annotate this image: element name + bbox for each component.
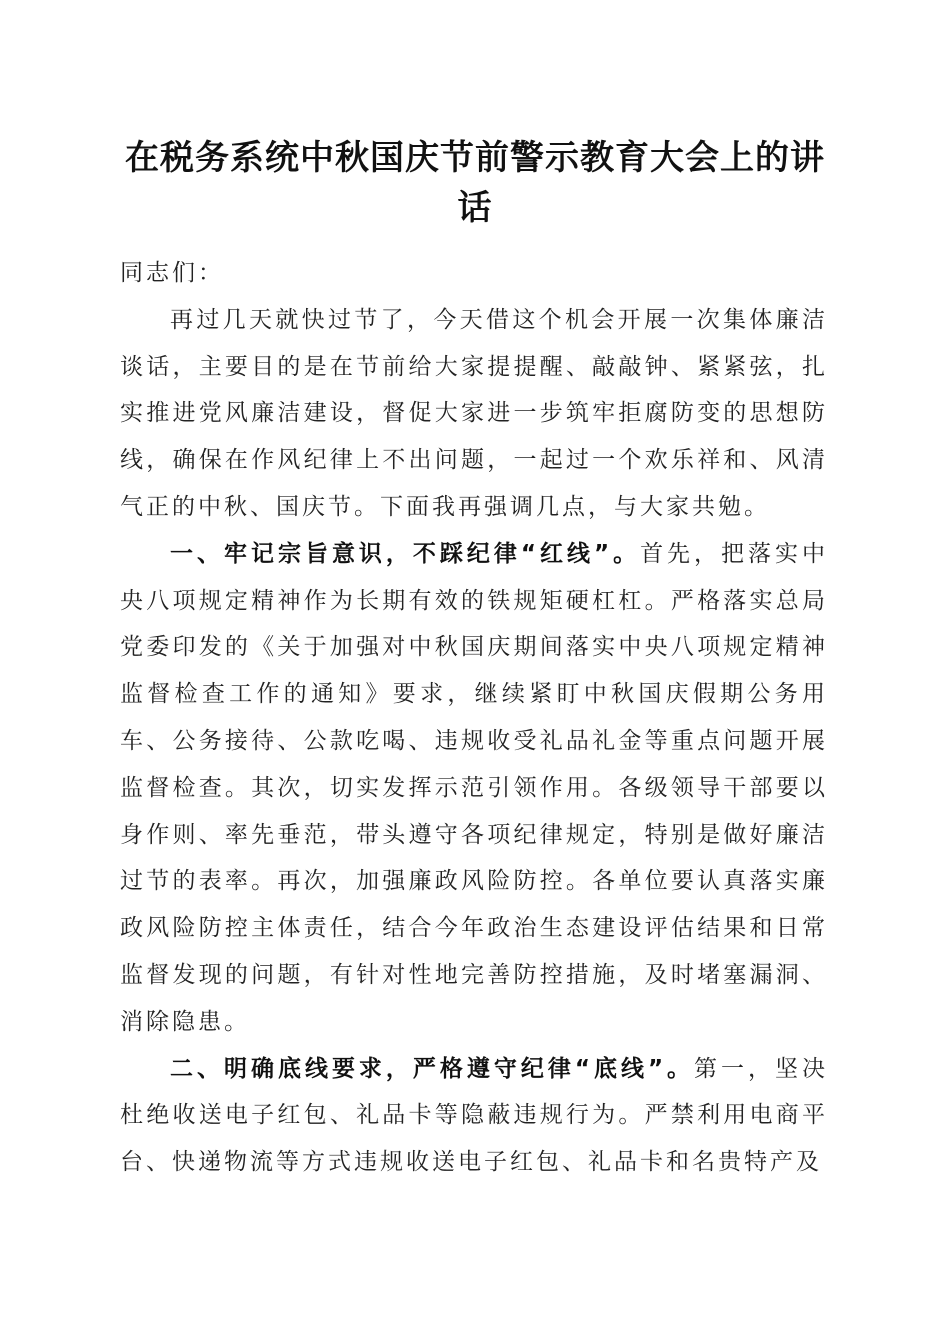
paragraph-section-1 [120, 531, 828, 1046]
salutation: 同志们： [120, 260, 224, 286]
section-heading: 一、牢记宗旨意识，不踩纪律“红线”。 [170, 540, 641, 567]
section-heading: 二、明确底线要求，严格遵守纪律“底线”。 [170, 1055, 695, 1082]
paragraph-text: 再过几天就快过节了，今天借这个机会开展一次集体廉洁谈话，主要目的是在节前给大家提提醒、敲敲钟、紧紧弦，扎实推进党风廉洁建设，督促大家进一步筑牢拒腐防变的思想防线，确保在作风纪律上不出问题，一起过一个欢乐祥和、风清气正的中秋、国庆节。下面我再强调几点，与大家共勉。 [120, 306, 828, 520]
document-title: 在税务系统中秋国庆节前警示教育大会上的讲话 [125, 138, 825, 228]
paragraph-text: 第一，坚决杜绝收送电子红包、礼品卡等隐蔽违规行为。严禁利用电商平台、快递物流等方式违规收送电子红包、礼品卡和名贵特产及 [120, 1055, 829, 1176]
document-body [120, 250, 828, 1186]
paragraph-intro [120, 297, 828, 531]
paragraph-section-2 [120, 1046, 828, 1186]
paragraph-text: 首先，把落实中央八项规定精神作为长期有效的铁规矩硬杠杠。严格落实总局党委印发的《关于加强对中秋国庆期间落实中央八项规定精神监督检查工作的通知》要求，继续紧盯中秋国庆假期公务用车、公务接待、公款吃喝、违规收受礼品礼金等重点问题开展监督检查。其次，切实发挥示范引领作用。各级领导干部要以身作则、率先垂范，带头遵守各项纪律规定，特别是做好廉洁过节的表率。再次，加强廉政风险防控。各单位要认真落实廉政风险防控主体责任，结合今年政治生态建设评估结果和日常监督发现的问题，有针对性地完善防控措施，及时堵塞漏洞、消除隐患。 [120, 540, 829, 1035]
